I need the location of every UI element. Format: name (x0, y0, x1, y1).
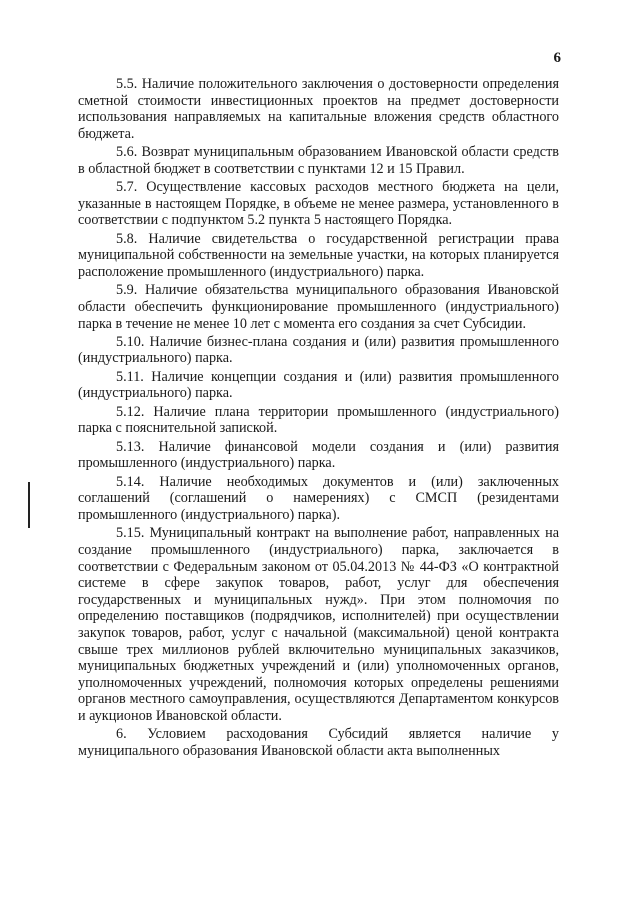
margin-mark (28, 482, 30, 528)
paragraph-5-9: 5.9. Наличие обязательства муниципального образования Ивановской области обеспечить функционирование промышленного (индустриального) парка в течение не менее 10 лет с момента его создания за счет Субсидии. (78, 282, 559, 332)
paragraph-5-7: 5.7. Осуществление кассовых расходов местного бюджета на цели, указанные в настоящем Порядке, в объеме не менее размера, установленного в соответствии с подпунктом 5.2 пункта 5 настоящего Порядка. (78, 179, 559, 229)
paragraph-5-10: 5.10. Наличие бизнес-плана создания и (или) развития промышленного (индустриального) парка. (78, 333, 559, 367)
paragraph-5-15: 5.15. Муниципальный контракт на выполнение работ, направленных на создание промышленного (индустриального) парка, заключается в соответствии с Федеральным законом от 05.04.2013 № 44-ФЗ «О контрактной системе в сфере закупок товаров, работ, услуг для обеспечения государственных и муниципальных нужд». При этом полномочия по определению поставщиков (подрядчиков, исполнителей) при осуществлении закупок товаров, работ, услуг с начальной (максимальной) ценой контракта свыше трех миллионов рублей включительно муниципальных заказчиков, муниципальных бюджетных учреждений и (или) уполномоченных органов, уполномоченных учреждений, полномочия которых определены решениями органов местного самоуправления, осуществляются Департаментом конкурсов и аукционов Ивановской области. (78, 525, 559, 724)
paragraph-6: 6. Условием расходования Субсидий является наличие у муниципального образования Ивановской области акта выполненных (78, 726, 559, 759)
paragraph-5-5: 5.5. Наличие положительного заключения о достоверности определения сметной стоимости инвестиционных проектов на предмет достоверности использования направляемых на капитальные вложения средств областного бюджета. (78, 76, 559, 142)
paragraph-5-14: 5.14. Наличие необходимых документов и (или) заключенных соглашений (соглашений о намерениях) с СМСП (резидентами промышленного (индустриального) парка). (78, 473, 559, 524)
page-number: 6 (553, 50, 561, 66)
paragraph-5-12: 5.12. Наличие плана территории промышленного (индустриального) парка с пояснительной запиской. (78, 403, 559, 437)
paragraph-5-11: 5.11. Наличие концепции создания и (или) развития промышленного (индустриального) парка. (78, 368, 559, 402)
paragraph-5-8: 5.8. Наличие свидетельства о государственной регистрации права муниципальной собственности на земельные участки, на которых планируется расположение промышленного (индустриального) парка. (78, 230, 559, 280)
paragraph-5-13: 5.13. Наличие финансовой модели создания и (или) развития промышленного (индустриального) парка. (78, 438, 559, 472)
paragraph-5-6: 5.6. Возврат муниципальным образованием Ивановской области средств в областной бюджет в соответствии с пунктами 12 и 15 Правил. (78, 144, 559, 177)
document-body (78, 76, 559, 761)
